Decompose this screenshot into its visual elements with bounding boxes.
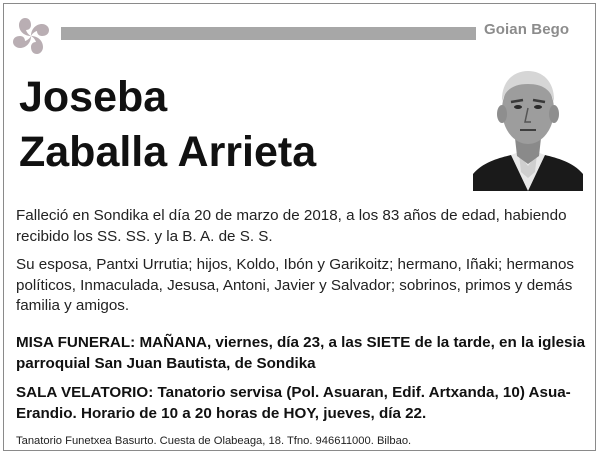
death-paragraph: Falleció en Sondika el día 20 de marzo de 2018, a los 83 años de edad, habiendo recibido los SS. SS. y la B. A. de S. S. xyxy=(16,207,567,245)
first-name: Joseba xyxy=(19,73,168,121)
obituary-card xyxy=(3,3,596,451)
portrait-photo xyxy=(473,62,583,191)
footer-text: Tanatorio Funetxea Basurto. Cuesta de Olabeaga, 18. Tfno. 946611000. Bilbao. xyxy=(16,435,412,447)
wake-paragraph: SALA VELATORIO: Tanatorio servisa (Pol. Asuaran, Edif. Artxanda, 10) Asua-Erandio. Horario de 10 a 20 horas de HOY, jueves, día 22. xyxy=(16,384,571,422)
family-paragraph: Su esposa, Pantxi Urrutia; hijos, Koldo, Ibón y Garikoitz; hermano, Iñaki; hermanos políticos, Inmaculada, Jesusa, Antoni, Javier y Salvador; sobrinos, primos y demás familia y amigos. xyxy=(16,256,574,314)
brand-label: Goian Bego xyxy=(484,21,570,38)
lauburu-icon xyxy=(8,13,54,59)
last-names: Zaballa Arrieta xyxy=(19,128,317,176)
deceased-name xyxy=(19,70,316,180)
funeral-paragraph: MISA FUNERAL: MAÑANA, viernes, día 23, a las SIETE de la tarde, en la iglesia parroquial San Juan Bautista, de Sondika xyxy=(16,334,586,372)
header-bar xyxy=(61,27,476,40)
